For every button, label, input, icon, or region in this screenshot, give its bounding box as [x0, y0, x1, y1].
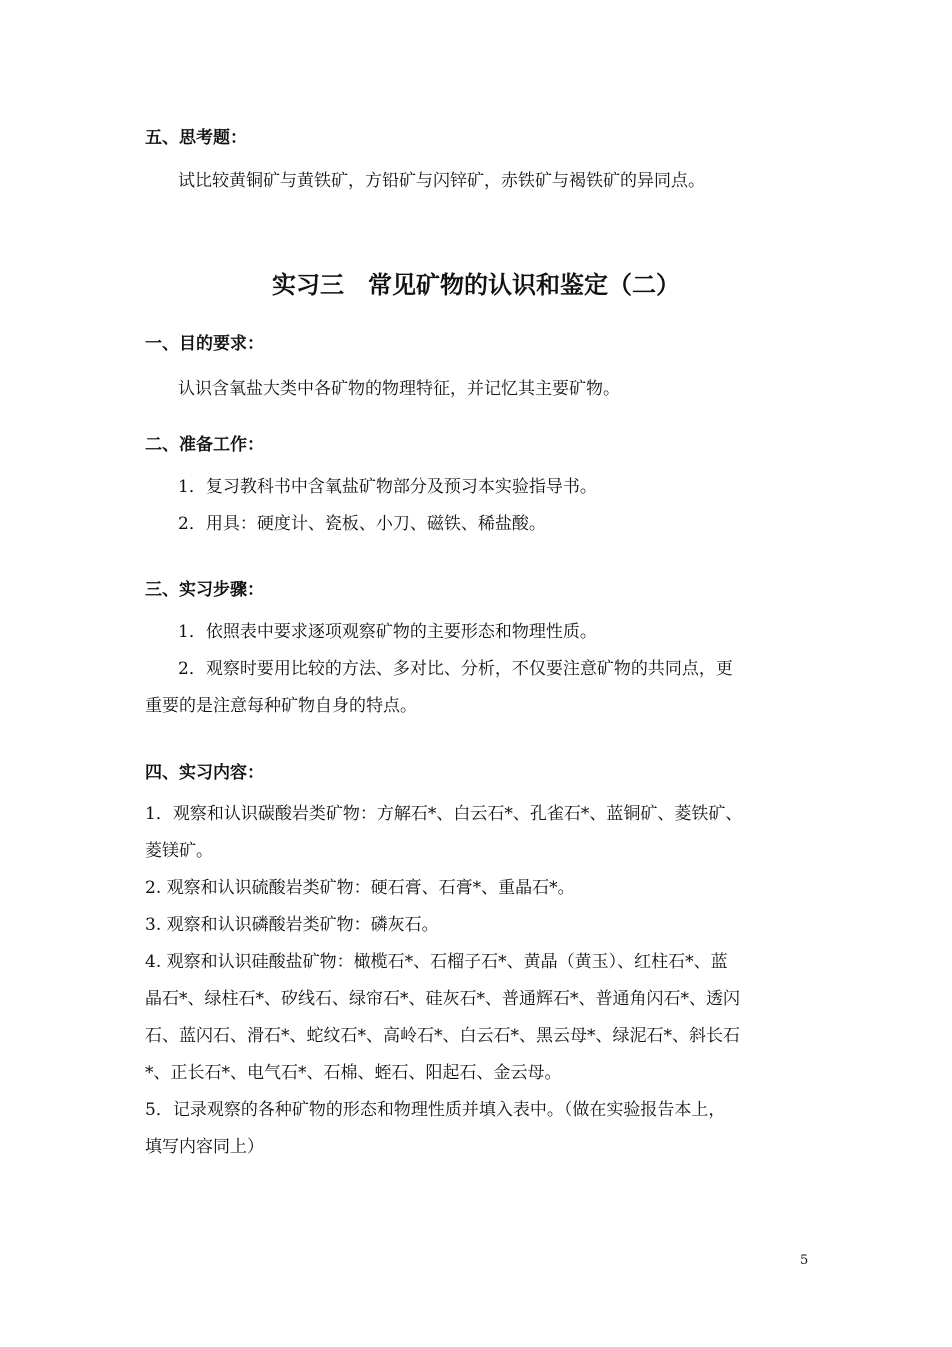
section-heading-steps: 三、实习步骤： [145, 580, 264, 600]
content-item-5-line-2: 填写内容同上） [145, 1137, 264, 1157]
prep-item-1: 1．复习教科书中含氧盐矿物部分及预习本实验指导书。 [178, 477, 597, 497]
section-heading-think: 五、思考题： [145, 128, 247, 148]
content-item-4-line-2: 晶石*、绿柱石*、矽线石、绿帘石*、硅灰石*、普通辉石*、普通角闪石*、透闪 [145, 989, 740, 1009]
content-item-1-line-1: 1．观察和认识碳酸岩类矿物：方解石*、白云石*、孔雀石*、蓝铜矿、菱铁矿、 [145, 804, 743, 824]
chapter-title: 实习三 常见矿物的认识和鉴定（二） [272, 271, 680, 299]
section-heading-goal: 一、目的要求： [145, 334, 264, 354]
content-item-1-line-2: 菱镁矿。 [145, 841, 213, 861]
goal-text: 认识含氧盐大类中各矿物的物理特征，并记忆其主要矿物。 [178, 379, 620, 399]
section-heading-content: 四、实习内容： [145, 763, 264, 783]
content-item-2: 2. 观察和认识硫酸岩类矿物：硬石膏、石膏*、重晶石*。 [145, 878, 575, 898]
steps-item-2-line-1: 2．观察时要用比较的方法、多对比、分析，不仅要注意矿物的共同点，更 [178, 659, 733, 679]
prep-item-2: 2．用具：硬度计、瓷板、小刀、磁铁、稀盐酸。 [178, 514, 546, 534]
content-item-4-line-3: 石、蓝闪石、滑石*、蛇纹石*、高岭石*、白云石*、黑云母*、绿泥石*、斜长石 [145, 1026, 740, 1046]
content-item-3: 3. 观察和认识磷酸岩类矿物：磷灰石。 [145, 915, 439, 935]
section-heading-prep: 二、准备工作： [145, 435, 264, 455]
steps-item-1: 1．依照表中要求逐项观察矿物的主要形态和物理性质。 [178, 622, 597, 642]
page-number: 5 [800, 1253, 809, 1268]
content-item-5-line-1: 5．记录观察的各种矿物的形态和物理性质并填入表中。（做在实验报告本上， [145, 1100, 726, 1120]
content-item-4-line-1: 4. 观察和认识硅酸盐矿物：橄榄石*、石榴子石*、黄晶（黄玉）、红柱石*、蓝 [145, 952, 728, 972]
steps-item-2-line-2: 重要的是注意每种矿物自身的特点。 [145, 696, 417, 716]
content-item-4-line-4: *、正长石*、电气石*、石棉、蛭石、阳起石、金云母。 [145, 1063, 562, 1083]
think-question-text: 试比较黄铜矿与黄铁矿，方铅矿与闪锌矿，赤铁矿与褐铁矿的异同点。 [178, 171, 705, 191]
